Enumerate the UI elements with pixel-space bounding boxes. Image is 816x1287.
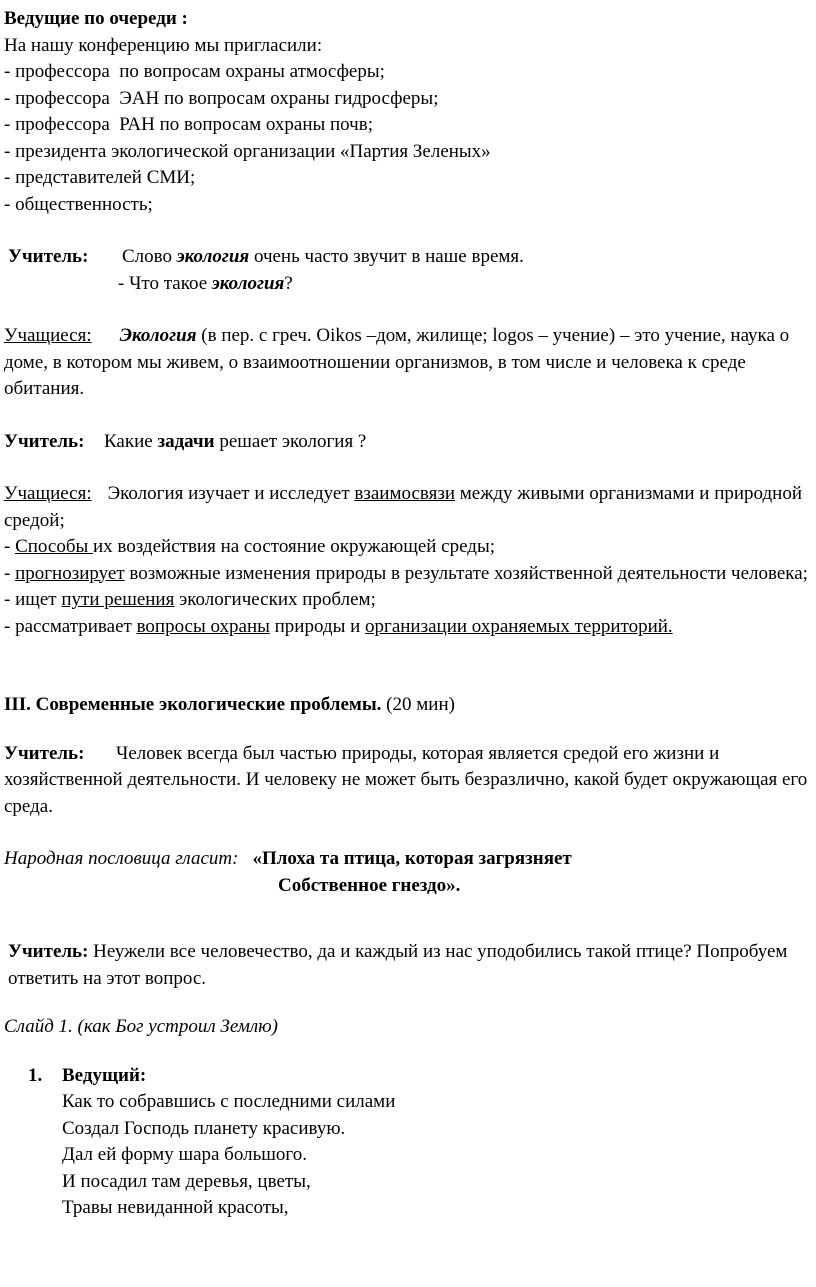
proverb-line-2: Собственное гнездо». xyxy=(278,874,461,896)
slide-note: Слайд 1. (как Бог устроил Землю) xyxy=(4,1016,278,1037)
speaker-label: Учитель: xyxy=(8,246,89,267)
invitee-item: - президента экологической организации «Партия Зеленых» xyxy=(4,140,491,162)
proverb-intro: Народная пословица гласит: xyxy=(4,848,239,869)
invitee-item: - профессора ЭАН по вопросам охраны гидросферы; xyxy=(4,87,439,109)
presenters-heading: Ведущие по очереди : xyxy=(4,8,188,29)
leader-block xyxy=(4,1063,810,1222)
poem-line: Травы невиданной красоты, xyxy=(62,1197,289,1218)
teacher-remark-4: Учитель: Неужели все человечество, да и каждый из нас уподобились такой птице? Попробуем ответить на этот вопрос. xyxy=(8,941,788,989)
proverb-line-1: «Плоха та птица, которая загрязняет xyxy=(252,848,572,869)
speaker-label: Учащиеся: xyxy=(4,483,92,504)
speaker-label: Ведущий: xyxy=(62,1064,147,1086)
speaker-label: Учитель: xyxy=(8,941,89,962)
poem-line: Создал Господь планету красивую. xyxy=(62,1117,346,1139)
speaker-label: Учащиеся: xyxy=(4,325,92,346)
list-number: 1. xyxy=(28,1064,43,1086)
invite-intro: На нашу конференцию мы пригласили: xyxy=(4,34,323,56)
poem-line: И посадил там деревья, цветы, xyxy=(62,1170,311,1192)
students-answer-1: Учащиеся: Экология (в пер. с греч. Oikos –дом, жилище; logos – учение) – это учение, наука о доме, в котором мы живем, о взаимоотношении организмов, в том числе и человека к среде обитания. xyxy=(4,325,790,399)
document-page xyxy=(4,6,810,1222)
invitee-item: - представителей СМИ; xyxy=(4,167,196,188)
teacher-remark-3: Учитель: Человек всегда был частью природы, которая является средой его жизни и хозяйственной деятельности. И человеку не может быть безразлично, какой будет окружающая его среда. xyxy=(4,742,808,817)
proverb-block xyxy=(4,846,810,899)
speaker-label: Учитель: xyxy=(4,430,85,452)
invitee-item: - профессора по вопросам охраны атмосферы; xyxy=(4,61,385,82)
term-ecology: экология xyxy=(211,272,285,294)
presenters-block xyxy=(4,6,810,218)
students-answer-2: Учащиеся: Экология изучает и исследует взаимосвязи между живыми организмами и природной средой; - Способы их воздействия на состояние окружающей среды; - прогнозирует возможные изменения природы в результате хозяйственной деятельности человека; - ищет пути решения экологических проблем; - рассматривает вопросы охраны природы и организации охраняемых территорий. xyxy=(4,483,808,637)
poem-line: Дал ей форму шара большого. xyxy=(62,1144,307,1165)
term-ecology: Экология xyxy=(119,325,197,346)
term-ecology: экология xyxy=(176,246,250,267)
speaker-label: Учитель: xyxy=(4,742,85,764)
invitee-item: - профессора РАН по вопросам охраны почв; xyxy=(4,114,373,135)
section-heading: III. Современные экологические проблемы. (20 мин) xyxy=(4,694,455,715)
teacher-remark-2: Учитель: Какие задачи решает экология ? xyxy=(4,429,810,456)
teacher-remark-1: Учитель: Слово экология очень часто звучит в наше время. - Что такое экология? xyxy=(4,244,810,297)
invitee-item: - общественность; xyxy=(4,193,153,215)
poem-line: Как то собравшись с последними силами xyxy=(62,1091,396,1112)
